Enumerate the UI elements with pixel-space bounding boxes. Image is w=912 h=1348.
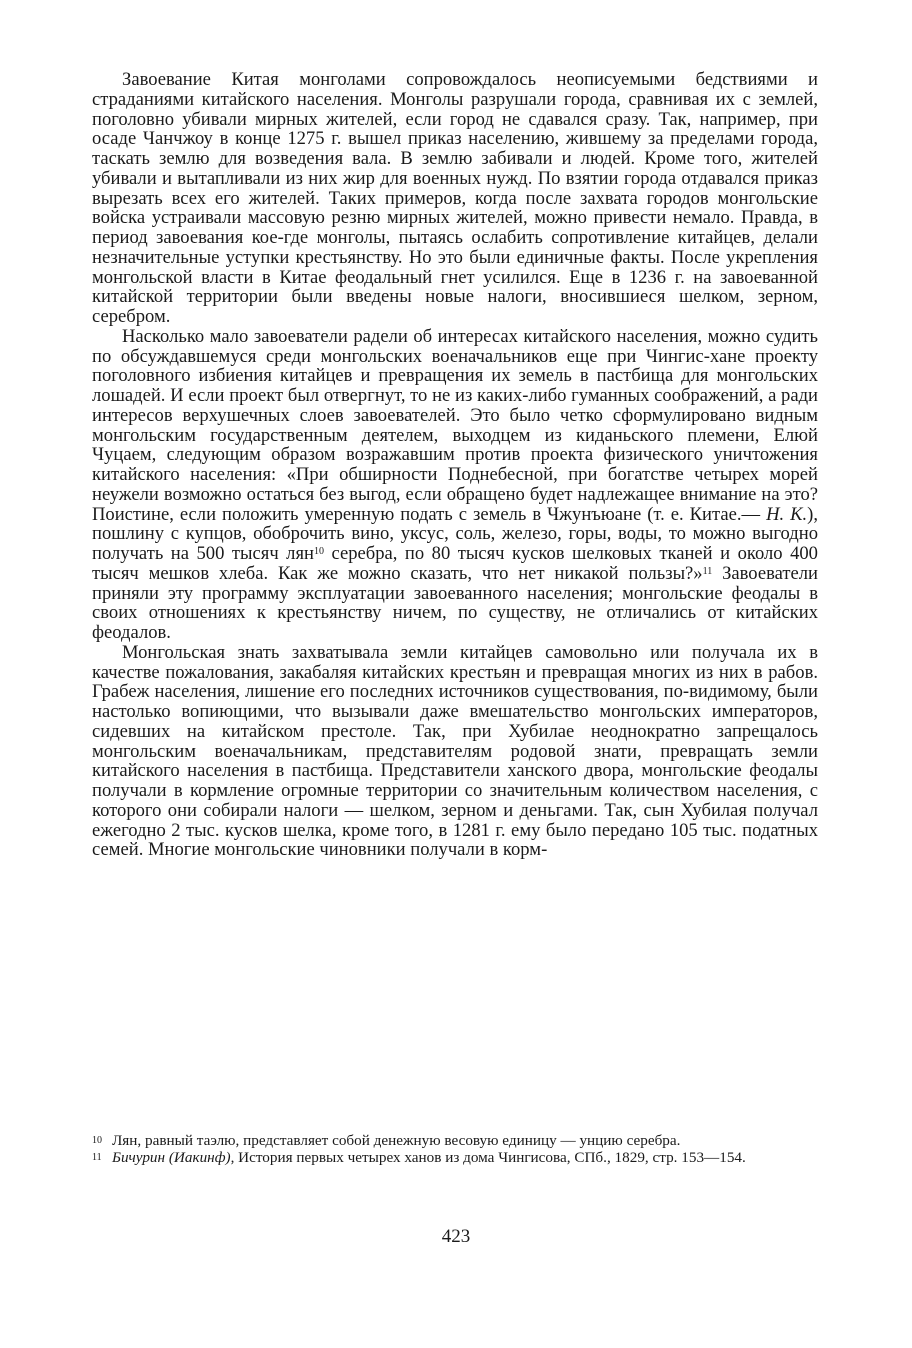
paragraph-2 bbox=[92, 327, 818, 643]
paragraph-text: Монгольская знать захватывала земли китайцев самовольно или получала их в качестве пожалования, закабаляя китайских крестьян и превращая многих из них в рабов. Грабеж населения, лишение его последних источников существования, по-видимому, были настолько вопиющими, что вызывали даже вмешательство монгольских императоров, сидевших на китайском престоле. Так, при Хубилае неоднократно запрещалось монгольским военачальникам, представителям родовой знати, превращать земли китайского населения в пастбища. Представители ханского двора, монгольские феодалы получали в кормление огромные территории со значительным количеством населения, с которого они собирали налоги — шелком, зерном и деньгами. Так, сын Хубилая получал ежегодно 2 тыс. кусков шелка, кроме того, в 1281 г. ему было передано 105 тыс. податных семей. Многие монгольские чиновники получали в корм- bbox=[92, 641, 818, 861]
footnotes bbox=[92, 1133, 818, 1166]
paragraph-text: ), пошлину с купцов, обоброчить вино, уксус, соль, железо, горы, воды, то можно выгодно получать на 500 тысяч лян bbox=[92, 503, 818, 564]
paragraph-1 bbox=[92, 70, 818, 327]
footnote-author-alias: (Иакинф) bbox=[168, 1148, 231, 1166]
footnote-author: Бичурин bbox=[112, 1148, 166, 1166]
footnote-ref-11: 11 bbox=[702, 565, 713, 577]
footnote-number: 11 bbox=[92, 1151, 102, 1163]
footnote-text: Лян, равный таэлю, представляет собой денежную весовую единицу — унцию серебра. bbox=[112, 1132, 681, 1149]
footnote-number: 10 bbox=[92, 1135, 102, 1146]
paragraph-3 bbox=[92, 643, 818, 860]
paragraph-text: Завоеватели приняли эту программу эксплуатации завоеванного населения; монгольские феодалы в своих отношениях к крестьянству ничем, по существу, не отличались от китайских феодалов. bbox=[92, 562, 818, 643]
page-number: 423 bbox=[441, 1226, 471, 1247]
footnote-11 bbox=[92, 1150, 818, 1167]
paragraph-text: Насколько мало завоеватели радели об интересах китайского населения, можно судить по обсуждавшемуся среди монгольских военачальников еще при Чингис-хане проекту поголовного избиения китайцев и превращения их земель в пастбища для монгольских лошадей. И если проект был отвергнут, то не из каких-либо гуманных соображений, а ради интересов верхушечных слоев завоевателей. Это было четко сформулировано видным монгольским государственным деятелем, выходцем из киданьского племени, Елюй Чуцаем, следующим образом возражавшим против проекта физического уничтожения китайского населения: «При обширности Поднебесной, при богатстве четырех морей неужели возможно остаться без выгод, если обращено будет надлежащее внимание на это? Поистине, если положить умеренную подать с земель в Чжунъюане (т. е. Китае.— bbox=[92, 325, 818, 525]
main-text bbox=[92, 70, 818, 860]
paragraph-text: Завоевание Китая монголами сопровождалось неописуемыми бедствиями и страданиями китайского населения. Монголы разрушали города, сравнивая их с землей, поголовно убивали мирных жителей, если город не сдавался сразу. Так, например, при осаде Чанчжоу в конце 1275 г. вышел приказ населению, жившему за пределами города, таскать землю для возведения вала. В землю забивали и людей. Кроме того, жителей убивали и вытапливали из них жир для военных нужд. По взятии города отдавался приказ вырезать всех его жителей. Таких примеров, когда после захвата городов монгольские войска устраивали массовую резню мирных жителей, можно привести немало. Правда, в период завоевания кое-где монголы, пытаясь ослабить сопротивление китайцев, делали незначительные уступки крестьянству. Но это были единичные факты. После укрепления монгольской власти в Китае феодальный гнет усилился. Еще в 1236 г. на завоеванной китайской территории были введены новые налоги, вносившиеся шелком, зерном, серебром. bbox=[92, 69, 818, 327]
author-initials: Н. К. bbox=[766, 503, 808, 525]
footnote-10 bbox=[92, 1133, 818, 1150]
footnote-text: , История первых четырех ханов из дома Чингисова, СПб., 1829, стр. 153—154. bbox=[230, 1148, 746, 1166]
footnote-ref-10: 10 bbox=[313, 546, 324, 557]
paragraph-text: серебра, по 80 тысяч кусков шелковых тканей и около 400 тысяч мешков хлеба. Как же можно сказать, что нет никакой пользы?» bbox=[92, 543, 818, 584]
